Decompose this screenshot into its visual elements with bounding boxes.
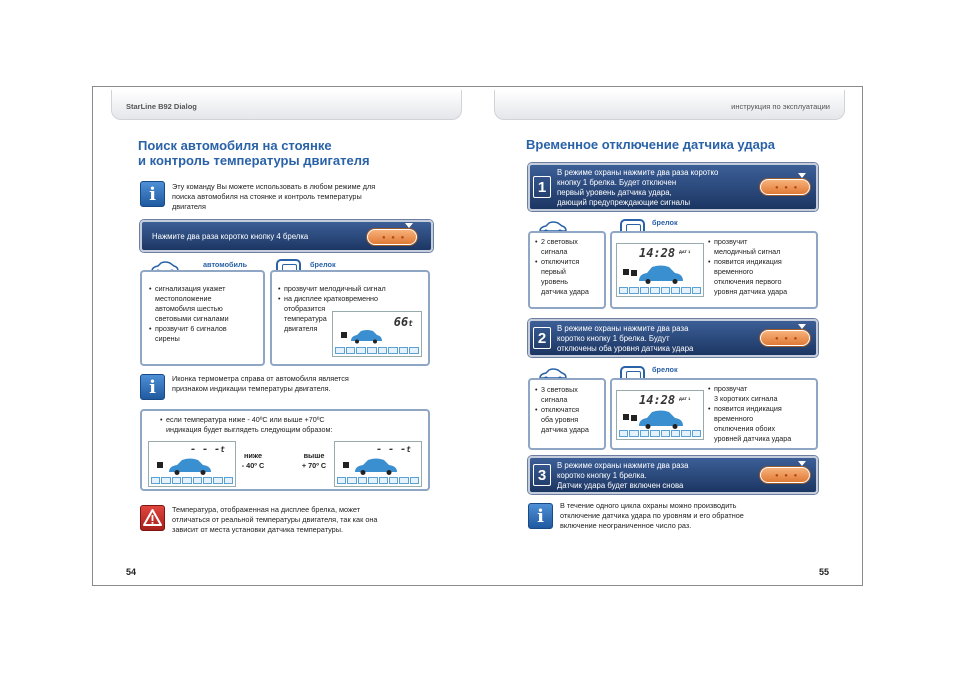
fob-result-list [708,237,787,297]
low-threshold-label [236,451,270,471]
list-line: • сигнализация укажет [155,284,226,293]
list-line: двигателя [284,324,318,333]
lcd-temperature [376,444,411,455]
high-threshold-label [297,451,331,471]
list-line: сирены [155,334,180,343]
car-result-list [149,284,229,344]
temperature-note-list [160,415,332,435]
arrow-down-icon [405,223,413,228]
title-line: Поиск автомобиля на стоянке [138,138,332,153]
list-item [278,284,386,294]
fob-panel-title: брелок [310,260,336,269]
lcd-car-icon [339,327,383,345]
list-line: датчика удара [541,287,589,296]
list-line: • прозвучит [714,237,748,246]
list-line: временного [714,267,754,276]
list-item [535,405,589,435]
lcd-value: - - - [376,444,407,455]
list-line: автомобиля шестью [155,304,223,313]
car-panel-step-1 [528,231,606,309]
intro-note [172,182,375,212]
label-line: ниже [243,451,263,460]
lcd-status-icons [335,347,419,354]
arrow-down-icon [798,461,806,466]
list-line: мелодичный сигнал [714,247,781,256]
page-54 [93,87,478,585]
step-number: 3 [533,464,551,486]
page-header [111,90,462,120]
car-panel-step-2 [528,378,606,450]
note-line: включение неограниченное число раз. [560,521,692,530]
fob-button-4: ● ● ● [367,229,417,245]
list-line: местоположение [155,294,212,303]
lcd-clock: 14:28 [639,246,676,260]
lcd-car-icon [341,456,401,476]
list-line: • если температура ниже - 40ºС или выше +70ºС [166,415,325,424]
lcd-unit: t [406,445,411,454]
list-line: • прозвучит 6 сигналов [155,324,227,333]
bar-line: коротко кнопку 1 брелка. Будут [557,334,670,343]
list-line: • 2 световых [541,237,578,246]
page-number: 54 [126,567,137,577]
step-1-bar [528,163,818,211]
lcd-status-icons [619,430,701,437]
fob-lcd-display [616,243,704,297]
step-3-bar [528,456,818,494]
bar-line: первый уровень датчика удара, [557,188,672,197]
list-item [708,384,791,404]
list-line: уровня датчика удара [714,287,788,296]
lcd-temperature [190,444,225,455]
page-title [138,138,370,168]
bar-line: дающий предупреждающие сигналы [557,198,691,207]
list-line: температура [284,314,327,323]
step-3-text [557,461,688,491]
lcd-status-icons [619,287,701,294]
bar-line: В режиме охраны нажмите два раза коротко [557,168,719,177]
header-manual-name: инструкция по эксплуатации [731,102,830,111]
list-line: • 3 световых [541,385,578,394]
list-line: первый [541,267,566,276]
list-line: 3 коротких сигнала [714,394,778,403]
label-line: - 40º С [241,461,265,470]
car-result-list [535,385,589,435]
list-line: уровней датчика удара [714,434,792,443]
page-header [494,90,845,120]
list-item [535,257,589,297]
car-panel-title: автомобиль [203,260,248,269]
note-line: двигателя [172,202,206,211]
bar-line: В режиме охраны нажмите два раза [557,324,689,333]
fob-panel [270,270,430,366]
header-product-name: StarLine B92 Dialog [126,102,197,111]
list-line: световыми сигналами [155,314,229,323]
note-line: отличаться от реальной температуры двигателя, так как она [172,515,378,524]
list-line: • отключится [541,257,580,266]
fob-panel-title: брелок [652,218,678,227]
bar-line: Датчик удара будет включен снова [557,481,684,490]
info-icon: i [528,503,553,529]
label-line: выше [303,451,325,460]
lcd-status-icons [337,477,419,484]
list-item [149,324,229,344]
note-line: В течение одного цикла охраны можно производить [560,501,737,510]
car-panel [140,270,265,366]
car-result-list [535,237,589,297]
bar-line: В режиме охраны нажмите два раза [557,461,689,470]
step-1-text [557,168,718,208]
fob-lcd-display [332,311,422,357]
thermo-note [172,374,349,394]
instruction-bar [140,220,433,252]
note-line: признаком индикации температуры двигателя. [172,384,331,393]
fob-lcd-display [616,390,704,440]
step-2-bar [528,319,818,357]
note-line: Эту команду Вы можете использовать в любом режиме для [172,182,376,191]
lcd-clock: 14:28 [639,393,676,407]
manual-spread [92,86,863,586]
step-number: 2 [533,327,551,349]
lcd-sensor-tag: ДАТ 1 [679,249,691,254]
lcd-unit: t [220,445,225,454]
list-line: • на дисплее кратковременно [284,294,379,303]
info-icon: i [140,181,165,207]
lcd-car-icon [155,456,215,476]
lcd-temperature [394,315,413,329]
lcd-sensor-tag: ДАТ 1 [679,396,691,401]
note-line: Температура, отображенная на дисплее брелка, может [172,505,361,514]
temperature-range-panel [140,409,430,491]
page-title: Временное отключение датчика удара [526,137,775,152]
info-note [560,501,744,531]
list-line: отключения обоих [714,424,776,433]
bar-line: коротко кнопку 1 брелка. [557,471,647,480]
list-line: отобразится [284,304,326,313]
fob-button-1: ● ● ● [760,467,810,483]
list-line: оба уровня [541,415,579,424]
note-line: отключение датчика удара по уровням и его обратное [560,511,744,520]
page-55 [478,87,863,585]
lcd-unit: t [408,319,413,328]
list-item [708,237,787,257]
fob-result-list [708,384,791,444]
lcd-low-temperature [148,441,236,487]
fob-panel-step-2 [610,378,818,450]
fob-panel-title: брелок [652,365,678,374]
list-line: • появится индикация [714,257,782,266]
note-line: поиска автомобиля на стоянке и контроль температуры [172,192,362,201]
list-line: временного [714,414,754,423]
list-item [535,385,589,405]
instruction-text: Нажмите два раза коротко кнопку 4 брелка [152,232,309,241]
list-line: • прозвучит мелодичный сигнал [284,284,386,293]
warning-icon [140,505,165,531]
step-number: 1 [533,176,551,198]
lcd-high-temperature [334,441,422,487]
list-line: уровень [541,277,568,286]
list-line: сигнала [541,395,568,404]
page-number: 55 [818,567,829,577]
lcd-status-icons [151,477,233,484]
list-item [535,237,589,257]
list-line: сигнала [541,247,568,256]
bar-line: отключены оба уровня датчика удара [557,344,694,353]
lcd-value: - - - [190,444,221,455]
list-item [160,415,332,435]
list-item [149,284,229,324]
lcd-car-icon [621,261,685,285]
lcd-value: 66 [393,315,409,329]
lcd-car-icon [621,407,685,429]
fob-button-1: ● ● ● [760,330,810,346]
step-2-text [557,324,693,354]
note-line: Иконка термометра справа от автомобиля является [172,374,349,383]
warning-note [172,505,377,535]
list-item [708,404,791,444]
info-icon: i [140,374,165,400]
note-line: зависит от места установки датчика температуры. [172,525,344,534]
list-line: • появится индикация [714,404,782,413]
list-line: • отключатся [541,405,580,414]
bar-line: кнопку 1 брелка. Будет отключен [557,178,677,187]
fob-panel-step-1 [610,231,818,309]
list-item [708,257,787,297]
arrow-down-icon [798,324,806,329]
list-line: отключения первого [714,277,782,286]
fob-button-1: ● ● ● [760,179,810,195]
list-line: • прозвучат [714,384,748,393]
list-line: индикация будет выглядеть следующим образом: [166,425,333,434]
list-line: датчика удара [541,425,589,434]
arrow-down-icon [798,173,806,178]
title-line: и контроль температуры двигателя [138,153,370,168]
label-line: + 70º С [301,461,327,470]
